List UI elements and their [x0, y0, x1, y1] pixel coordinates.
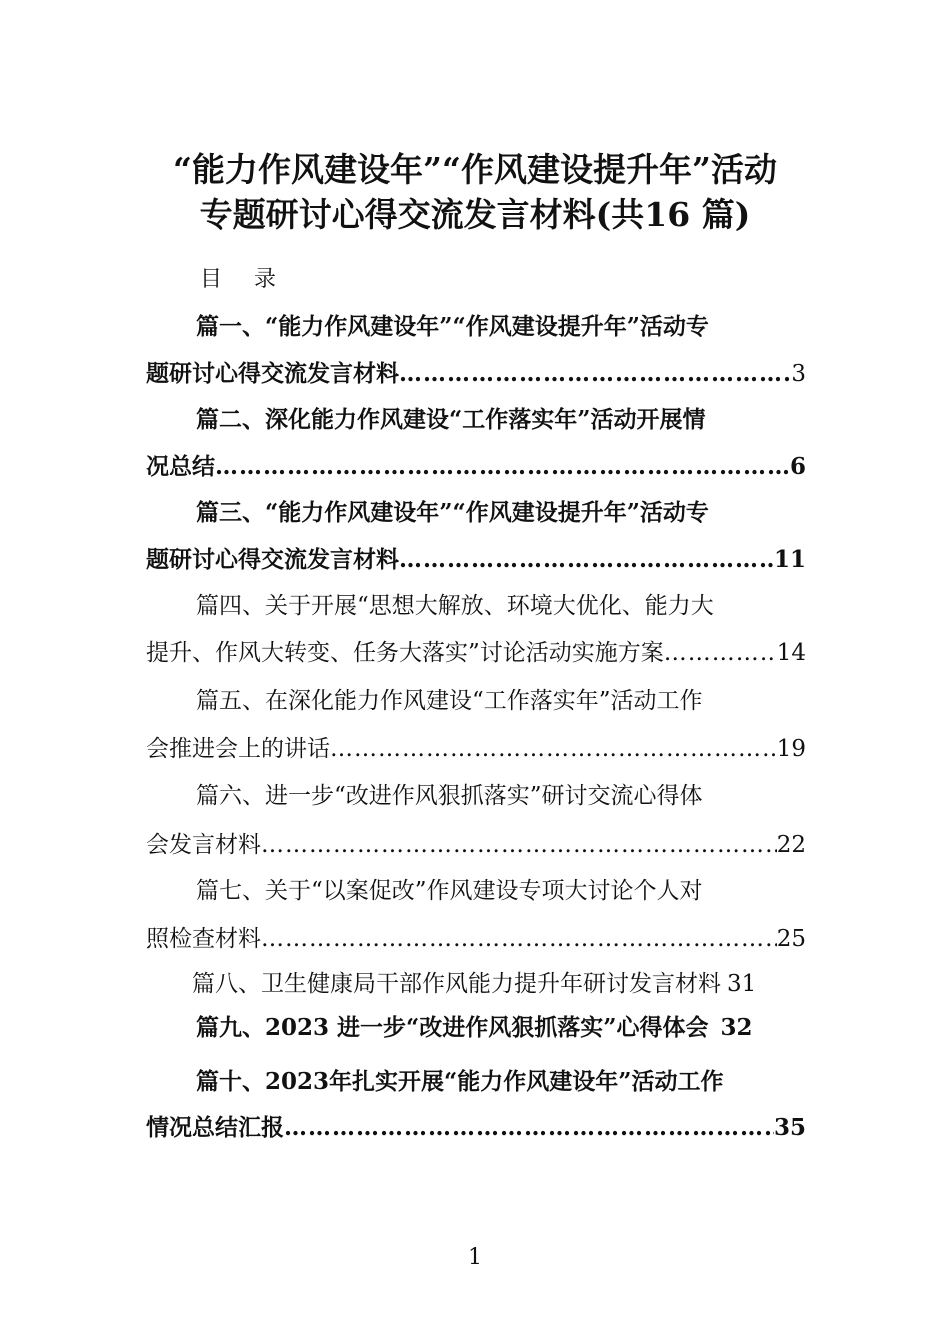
toc-entry-3-line-2: 题研讨心得交流发言材料 [146, 546, 399, 573]
toc-entry-9[interactable] [196, 1013, 826, 1043]
toc-entry-8-page: 31 [727, 971, 757, 997]
toc-entry-5[interactable] [146, 734, 806, 764]
toc-entry-2-line-2: 况总结 [146, 453, 215, 480]
toc-entry-3-page: 11 [773, 546, 806, 573]
title-line-2: 专题研讨心得交流发言材料(共16 篇) [199, 195, 751, 234]
toc-entry-9-page: 32 [720, 1014, 753, 1041]
leader-dots [330, 734, 777, 764]
toc-entry-10-page: 35 [773, 1114, 806, 1141]
toc-entry-3[interactable] [146, 545, 806, 575]
toc-entry-7-page: 25 [776, 926, 806, 952]
toc-entry-5-page: 19 [776, 736, 806, 762]
leader-dots [399, 545, 774, 575]
toc-entry-4-line-1: 篇四、关于开展“思想大解放、环境大优化、能力大 [196, 593, 714, 619]
leader-dots [664, 638, 777, 668]
toc-heading: 目录 [200, 267, 309, 292]
page-number: 1 [468, 1245, 482, 1270]
toc-entry-10-line-2: 情况总结汇报 [146, 1114, 284, 1141]
toc-entry-8-line-1: 篇八、卫生健康局干部作风能力提升年研讨发言材料 [192, 971, 721, 997]
toc-entry-2[interactable] [146, 452, 806, 482]
toc-entry-1-page: 3 [791, 361, 806, 387]
toc-entry-6-line-2: 会发言材料 [146, 832, 261, 858]
toc-entry-5-line-1: 篇五、在深化能力作风建设“工作落实年”活动工作 [196, 688, 703, 714]
toc-entry-7[interactable] [146, 924, 806, 954]
toc-entry-1-line-1: 篇一、“能力作风建设年”“作风建设提升年”活动专 [196, 313, 709, 340]
toc-entry-7-line-1: 篇七、关于“以案促改”作风建设专项大讨论个人对 [196, 878, 703, 904]
title-line-1: “能力作风建设年”“作风建设提升年”活动 [173, 150, 777, 189]
toc-entry-4[interactable] [146, 638, 806, 668]
toc-entry-6-line-1: 篇六、进一步“改进作风狠抓落实”研讨交流心得体 [196, 783, 703, 809]
toc-entry-10-line-1: 篇十、2023年扎实开展“能力作风建设年”活动工作 [196, 1068, 724, 1095]
toc-entry-4-page: 14 [776, 640, 806, 666]
leader-dots [261, 924, 777, 954]
toc-entry-5-line-2: 会推进会上的讲话 [146, 736, 330, 762]
toc-entry-6[interactable] [146, 830, 806, 860]
toc-entry-2-line-1: 篇二、深化能力作风建设“工作落实年”活动开展情 [196, 406, 706, 433]
toc-entry-9-line-1: 篇九、2023 进一步“改进作风狠抓落实”心得体会 [196, 1014, 709, 1041]
toc-entry-3-line-1: 篇三、“能力作风建设年”“作风建设提升年”活动专 [196, 499, 709, 526]
toc-entry-1[interactable] [146, 359, 806, 389]
leader-dots [284, 1113, 774, 1143]
leader-dots [399, 359, 791, 389]
toc-entry-1-line-2: 题研讨心得交流发言材料 [146, 360, 399, 387]
toc-entry-7-line-2: 照检查材料 [146, 926, 261, 952]
toc-entry-2-page: 6 [789, 453, 806, 480]
toc-entry-8[interactable] [192, 969, 822, 999]
toc-entry-6-page: 22 [776, 832, 806, 858]
leader-dots [215, 452, 790, 482]
toc-entry-4-line-2: 提升、作风大转变、任务大落实”讨论活动实施方案 [146, 640, 664, 666]
toc-entry-10[interactable] [146, 1113, 806, 1143]
leader-dots [261, 830, 777, 860]
